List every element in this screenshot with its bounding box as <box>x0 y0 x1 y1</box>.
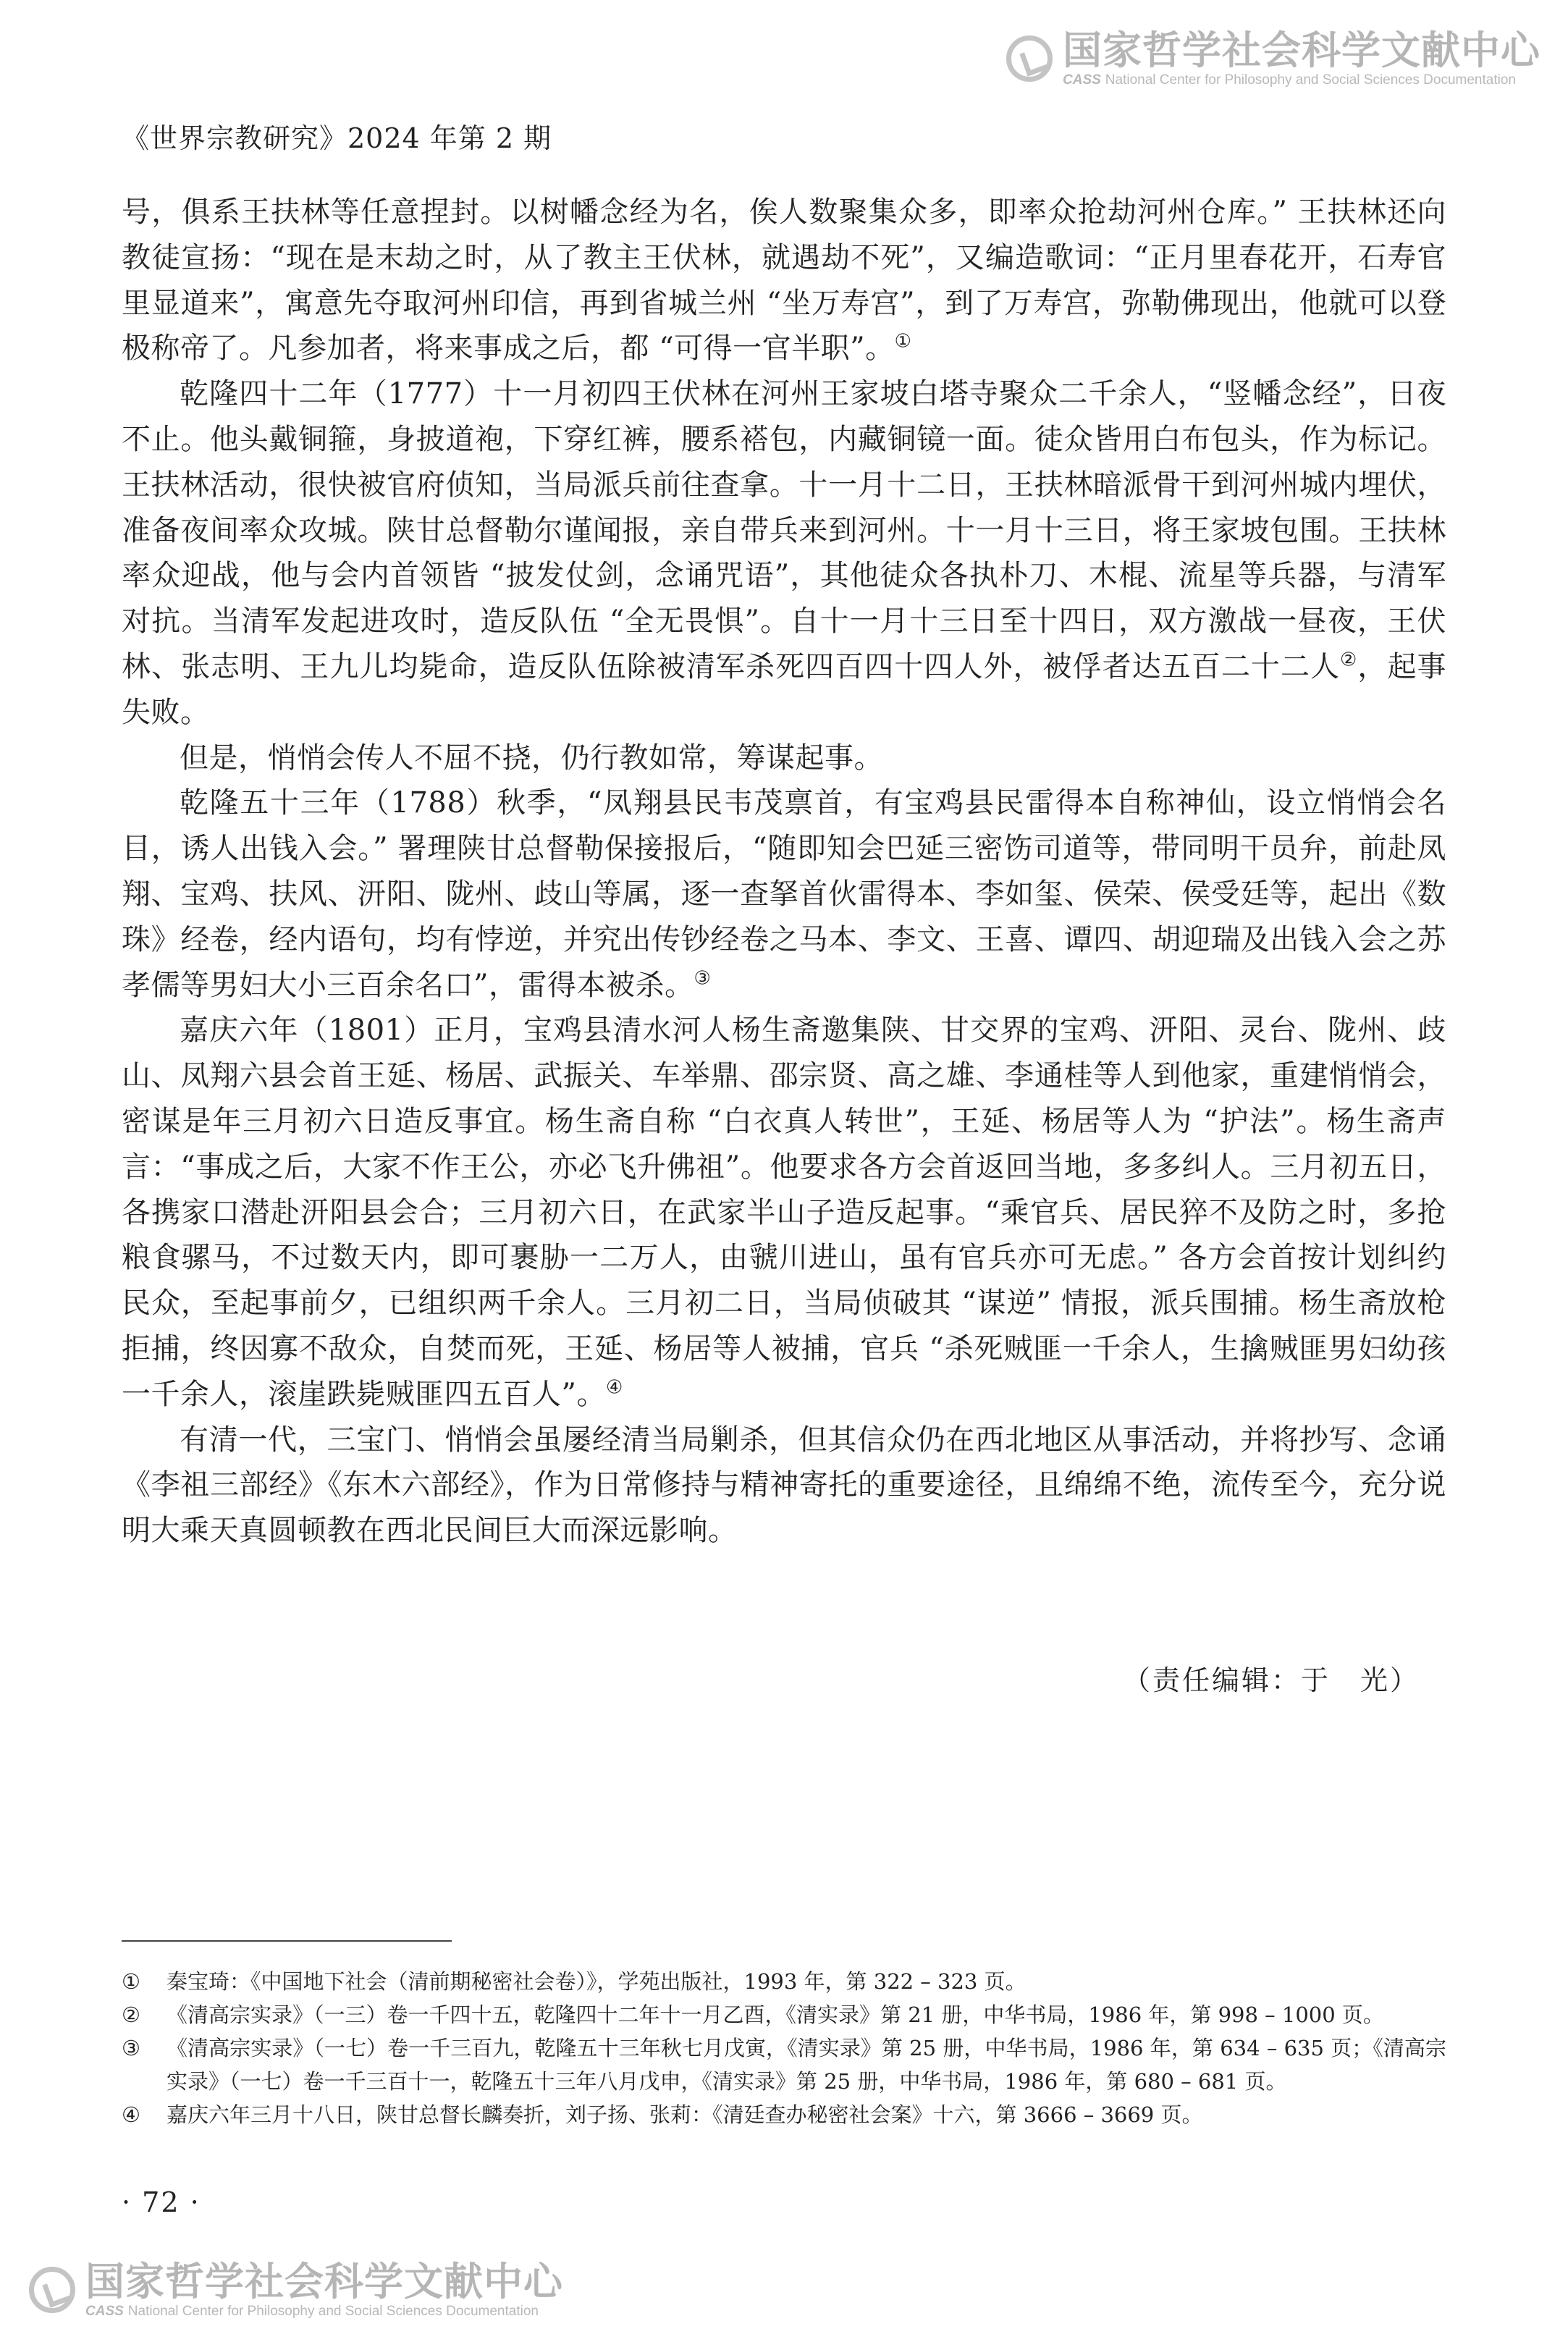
responsible-editor: （责任编辑：于 光） <box>1122 1664 1420 1696</box>
logo-chinese-name: 国家哲学社会科学文献中心 <box>1063 28 1540 73</box>
article-body <box>122 190 1446 1554</box>
journal-header: 《世界宗教研究》2024 年第 2 期 <box>122 122 552 154</box>
footnote-item: ③ 《清高宗实录》（一七）卷一千三百九，乾隆五十三年秋七月戊寅，《清实录》第 25 册，中华书局，1986 年，第 634 – 635 页；《清高宗实录》（一七）卷一千三百十一，乾隆五十三年八月戊申，《清实录》第 25 册，中华书局，1986 年，第 680 – 681 页。 <box>122 2036 1446 2094</box>
footnote-ref: ③ <box>694 967 712 990</box>
paragraph: 乾隆四十二年（1777）十一月初四王伏林在河州王家坡白塔寺聚众二千余人，“竖幡念经”，日夜不止。他头戴铜箍，身披道袍，下穿红裤，腰系褡包，内藏铜镜一面。徒众皆用白布包头，作为标记。王扶林活动，很快被官府侦知，当局派兵前往查拿。十一月十二日，王扶林暗派骨干到河州城内埋伏，准备夜间率众攻城。陕甘总督勒尔谨闻报，亲自带兵来到河州。十一月十三日，将王家坡包围。王扶林率众迎战，他与会内首领皆 “披发仗剑，念诵咒语”，其他徒众各执朴刀、木棍、流星等兵器，与清军对抗。当清军发起进攻时，造反队伍 “全无畏惧”。自十一月十三日至十四日，双方激战一昼夜，王伏林、张志明、王九儿均毙命，造反队伍除被清军杀死四百四十四人外，被俘者达五百二十二人②，起事失败。 <box>122 377 1447 729</box>
logo-chinese-name: 国家哲学社会科学文献中心 <box>85 2259 563 2304</box>
footnote-ref: ① <box>894 331 912 353</box>
paragraph: 号，俱系王扶林等任意捏封。以树幡念经为名，俟人数聚集众多，即率众抢劫河州仓库。” 王扶林还向教徒宣扬：“现在是末劫之时，从了教主王伏林，就遇劫不死”，又编造歌词：“正月里春花开，石寿官里显道来”，寓意先夺取河州印信，再到省城兰州 “坐万寿宫”，到了万寿宫，弥勒佛现出，他就可以登极称帝了。凡参加者，将来事成之后，都 “可得一官半职”。① <box>122 195 1446 366</box>
watermark-logo-bottom <box>29 2260 563 2320</box>
page-number: · 72 · <box>122 2186 201 2218</box>
paragraph: 嘉庆六年（1801）正月，宝鸡县清水河人杨生斋邀集陕、甘交界的宝鸡、汧阳、灵台、陇州、歧山、凤翔六县会首王延、杨居、武振关、车举鼎、邵宗贤、高之雄、李通桂等人到他家，重建悄悄会，密谋是年三月初六日造反事宜。杨生斋自称 “白衣真人转世”，王延、杨居等人为 “护法”。杨生斋声言：“事成之后，大家不作王公，亦必飞升佛祖”。他要求各方会首返回当地，多多纠人。三月初五日，各携家口潜赴汧阳县会合；三月初六日，在武家半山子造反起事。“乘官兵、居民猝不及防之时，多抢粮食骡马，不过数天内，即可裹胁一二万人，由虢川进山，虽有官兵亦可无虑。” 各方会首按计划纠约民众，至起事前夕，已组织两千余人。三月初二日，当局侦破其 “谋逆” 情报，派兵围捕。杨生斋放枪拒捕，终因寡不敌众，自焚而死，王延、杨居等人被捕，官兵 “杀死贼匪一千余人，生擒贼匪男妇幼孩一千余人，滚崖跌毙贼匪四五百人”。④ <box>122 1014 1446 1411</box>
footnote-item: ④ 嘉庆六年三月十八日，陕甘总督长麟奏折，刘子扬、张莉：《清廷查办秘密社会案》十六，第 3666 – 3669 页。 <box>122 2102 1203 2127</box>
footnote-item: ② 《清高宗实录》（一三）卷一千四十五，乾隆四十二年十一月乙酉，《清实录》第 21 册，中华书局，1986 年，第 998 – 1000 页。 <box>122 2002 1384 2027</box>
paragraph: 但是，悄悄会传人不屈不挠，仍行教如常，筹谋起事。 <box>180 741 883 775</box>
paragraph: 乾隆五十三年（1788）秋季，“凤翔县民韦茂禀首，有宝鸡县民雷得本自称神仙，设立悄悄会名目，诱人出钱入会。” 署理陕甘总督勒保接报后，“随即知会巴延三密饬司道等，带同明干员弁，前赴凤翔、宝鸡、扶风、汧阳、陇州、歧山等属，逐一查拏首伙雷得本、李如玺、侯荣、侯受廷等，起出《数珠》经卷，经内语句，均有悖逆，并究出传钞经卷之马本、李文、王喜、谭四、胡迎瑞及出钱入会之苏孝儒等男妇大小三百余名口”，雷得本被杀。③ <box>122 786 1446 1002</box>
logo-english-name: CASS National Center for Philosophy and Social Sciences Documentation <box>85 2304 539 2319</box>
cass-logo-icon <box>1006 35 1053 82</box>
footnote-divider <box>122 1940 452 1942</box>
watermark-logo-top <box>1006 29 1540 88</box>
footnote-ref: ② <box>1340 649 1358 671</box>
footnotes <box>122 1965 1446 2131</box>
logo-english-name: CASS National Center for Philosophy and Social Sciences Documentation <box>1063 72 1516 88</box>
cass-logo-icon <box>29 2267 75 2313</box>
paragraph: 有清一代，三宝门、悄悄会虽屡经清当局剿杀，但其信众仍在西北地区从事活动，并将抄写、念诵《李祖三部经》《东木六部经》，作为日常修持与精神寄托的重要途径，且绵绵不绝，流传至今，充分说明大乘天真圆顿教在西北民间巨大而深远影响。 <box>122 1423 1446 1548</box>
footnote-item: ① 秦宝琦：《中国地下社会（清前期秘密社会卷）》，学苑出版社，1993 年，第 322 – 323 页。 <box>122 1969 1027 1994</box>
footnote-ref: ④ <box>605 1376 623 1399</box>
